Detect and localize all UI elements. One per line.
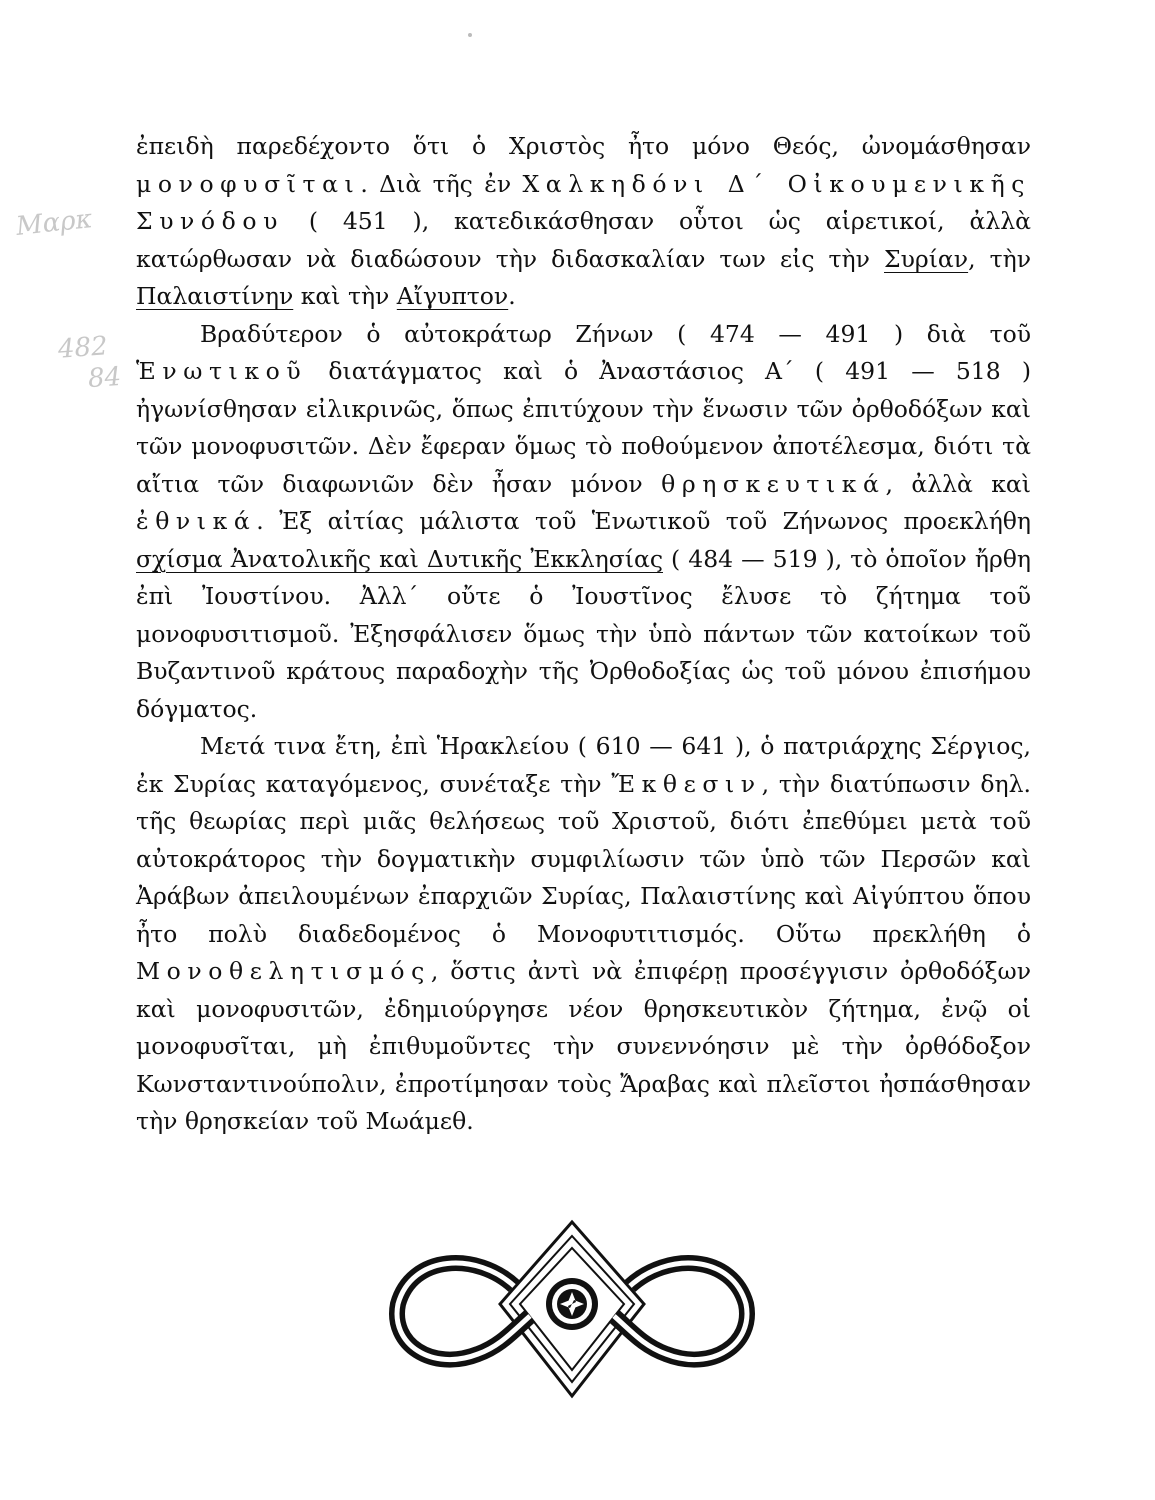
margin-note-number-1: 482 [57,331,109,365]
paragraph-3 [136,728,1031,1141]
p2-text-9: ( 484 — 519 ), τὸ ὁποῖον ἤρθη ἐπὶ Ἰουστίνου. Ἀλλ΄ οὔτε ὁ Ἰουστῖνος ἔλυσε τὸ ζήτημα τοῦ μονοφυσιτισμοῦ. Ἐξησφάλισεν ὅμως τὴν ὑπὸ πάντων τῶν κατοίκων τοῦ Βυζαντινοῦ κράτους παραδοχὴν τῆς Ὀρθοδοξίας ὡς τοῦ μόνου ἐπισήμου δόγματος. [136,544,1031,723]
p1-text-7: , τὴν [968,244,1031,273]
p3-text-1: Μετά τινα ἔτη, ἐπὶ Ἡρακλείου ( 610 — 641 ), ὁ πατριάρχης Σέργιος, ἐκ Συρίας καταγόμενος, συνέταξε τὴν [136,732,1031,798]
p2-term-national: ἐθνικά [136,507,257,535]
p2-text-7: . Ἐξ αἰτίας μάλιστα τοῦ Ἑνωτικοῦ τοῦ Ζήνωνος προεκλήθη [256,507,1031,535]
p2-text-3: διατάγματος καὶ ὁ Ἀναστάσιος Α΄ ( 491 — 518 ) ἠγωνίσθησαν εἰλικρινῶς, ὅπως ἐπιτύχουν τὴν ἕνωσιν τῶν ὀρθοδόξων καὶ τῶν μονοφυσιτῶν. Δὲν ἔφεραν ὅμως τὸ ποθούμενον ἀποτέλεσμα, διότι τὰ αἴτια τῶν διαφωνιῶν δὲν ἦσαν μόνον [136,357,1031,498]
p1-text-5: ( 451 ), κατεδικάσθησαν οὗτοι ὡς αἱρετικοί, ἀλλὰ κατώρθωσαν νὰ διαδώσουν τὴν διδασκαλίαν των εἰς τὴν [136,207,1031,273]
p1-underlined-syria: Συρίαν [884,244,969,273]
paragraph-2 [136,316,1031,729]
p1-underlined-egypt: Αἴγυπτον [396,282,509,310]
ornament-knot-icon [382,1212,762,1412]
p2-term-religious: θρησκευτικά [661,469,886,498]
paragraph-1 [136,128,1031,316]
p3-text-5: , ὅστις ἀντὶ νὰ ἐπιφέρῃ προσέγγισιν ὀρθοδόξων καὶ μονοφυσιτῶν, ἐδημιούργησε νέον θρησκευτικὸν ζήτημα, ἐνῷ οἱ μονοφυσῖται, μὴ ἐπιθυμοῦντες τὴν συνεννόησιν μὲ τὴν ὀρθόδοξον Κωνσταντινούπολιν, ἐπροτίμησαν τοὺς Ἄραβας καὶ πλεῖστοι ἠσπάσθησαν τὴν θρησκείαν τοῦ Μωάμεθ. [136,957,1031,1135]
p1-term-chalcedon-council: Χαλκηδόνι Δ΄ Οἰκουμενικῆς Συνόδου [136,169,1032,235]
p3-term-monothelitism: Μονοθελητισμός [136,957,431,985]
paper-speck [468,33,472,37]
margin-note-word: Μαρκ [14,204,94,242]
p1-text-3: . Διὰ τῆς ἐν [360,169,523,198]
p3-text-3: , τὴν διατύπωσιν δηλ. τῆς θεωρίας περὶ μιᾶς θελήσεως τοῦ Χριστοῦ, διότι ἐπεθύμει μετὰ τοῦ αὐτοκράτορος τὴν δογματικὴν συμφιλίωσιν τῶν ὑπὸ τῶν Περσῶν καὶ Ἀράβων ἀπειλουμένων ἐπαρχιῶν Συρίας, Παλαιστίνης καὶ Αἰγύπτου ὅπου ἦτο πολὺ διαδεδομένος ὁ Μονοφυτιτισμός. Οὕτω πρεκλήθη ὁ [136,769,1031,948]
p1-text-9: καὶ τὴν [293,282,397,310]
p2-term-henotikon: Ἑνωτικοῦ [136,357,308,385]
p2-underlined-schism: σχίσμα Ἀνατολικῆς καὶ Δυτικῆς Ἐκκλησίας [136,544,663,573]
p1-text-1: ἐπειδὴ παρεδέχοντο ὅτι ὁ Χριστὸς ἦτο μόνο Θεός, ὠνομάσθησαν [136,132,1031,160]
margin-note-number-2: 84 [86,361,123,395]
p1-text-11: . [508,282,516,310]
p1-term-monophysites: μονοφυσῖται [136,169,361,198]
p2-text-5: , ἀλλὰ καὶ [885,469,1031,498]
p2-text-1: Βραδύτερον ὁ αὐτοκράτωρ Ζήνων ( 474 — 491 ) διὰ τοῦ [200,319,1031,348]
p3-term-ekthesis: Ἔκθεσιν [611,769,762,798]
p1-underlined-palestine: Παλαιστίνην [136,282,294,310]
body-text [136,128,1031,1141]
